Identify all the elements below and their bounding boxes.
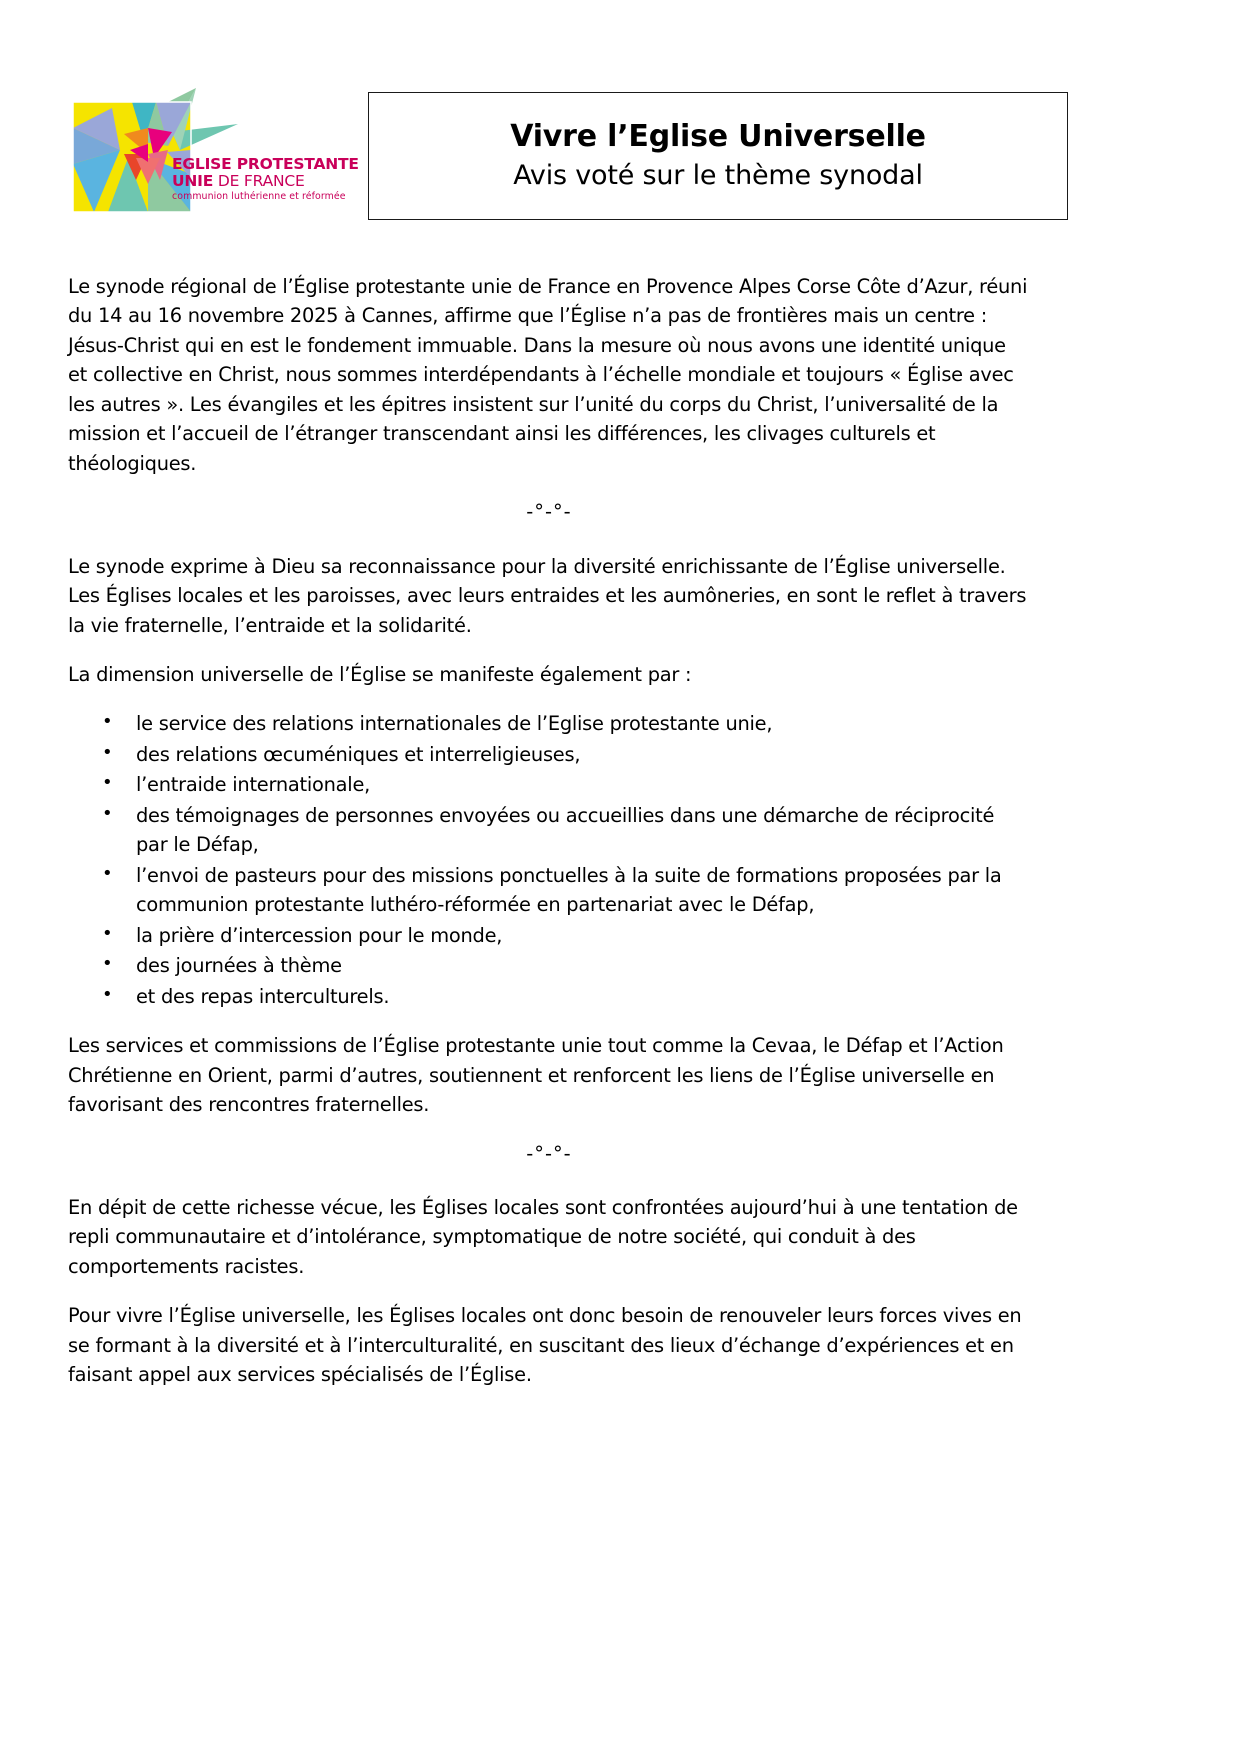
document-header: [0, 82, 1240, 232]
list-item-label: des témoignages de personnes envoyées ou accueillies dans une démarche de réciprocité par le Défap,: [136, 803, 995, 857]
list-item: [68, 709, 1030, 738]
logo-line-2: [172, 173, 357, 190]
list-item: [68, 982, 1030, 1011]
page-title: Vivre l’Eglise Universelle: [510, 118, 926, 154]
list-item-label: des journées à thème: [136, 954, 342, 978]
list-item: [68, 740, 1030, 769]
list-item: [68, 921, 1030, 950]
paragraph-2: Le synode exprime à Dieu sa reconnaissance pour la diversité enrichissante de l’Église universelle. Les Églises locales et les paroisses, avec leurs entraides et les aumôneries, en sont le reflet à travers la vie fraternelle, l’entraide et la solidarité.: [68, 554, 1027, 637]
logo-line-2-bold: UNIE: [172, 171, 214, 190]
manifestation-list: [68, 709, 1030, 1011]
bullet-icon: •: [102, 741, 113, 763]
logo-line-1: EGLISE PROTESTANTE: [172, 155, 359, 173]
paragraph-5: Pour vivre l’Église universelle, les Églises locales ont donc besoin de renouveler leurs forces vives en se formant à la diversité et à l’interculturalité, en suscitant des lieux d’échange d’expériences et en faisant appel aux services spécialisés de l’Église.: [68, 1304, 1022, 1387]
document-body: [68, 272, 1030, 1410]
list-item: [68, 770, 1030, 799]
list-item: [68, 861, 1030, 920]
bullet-icon: •: [102, 802, 113, 824]
bullet-icon: •: [102, 772, 113, 794]
paragraph-3: Les services et commissions de l’Église protestante unie tout comme la Cevaa, le Défap et l’Action Chrétienne en Orient, parmi d’autres, soutiennent et renforcent les liens de l’Église universelle en favorisant des rencontres fraternelles.: [68, 1034, 1004, 1117]
logo-block: [68, 88, 359, 228]
bullet-icon: •: [102, 862, 113, 884]
bullet-icon: •: [102, 922, 113, 944]
title-box: [368, 92, 1068, 220]
logo-line-2-light: DE FRANCE: [213, 171, 305, 190]
page-subtitle: Avis voté sur le thème synodal: [513, 160, 923, 192]
list-item-label: l’entraide internationale,: [136, 773, 371, 797]
bullet-icon: •: [102, 953, 113, 975]
list-item: [68, 801, 1030, 860]
section-separator-1: -°-°-: [526, 500, 572, 524]
bullet-icon: •: [102, 711, 113, 733]
bullet-icon: •: [102, 983, 113, 1005]
logo-tagline: communion luthérienne et réformée: [172, 191, 346, 203]
list-item: [68, 951, 1030, 980]
list-item-label: le service des relations internationales de l’Eglise protestante unie,: [136, 712, 773, 736]
list-item-label: et des repas interculturels.: [136, 984, 390, 1008]
list-lead-in: La dimension universelle de l’Église se manifeste également par :: [68, 663, 692, 686]
list-item-label: des relations œcuméniques et interreligieuses,: [136, 742, 581, 766]
list-item-label: l’envoi de pasteurs pour des missions ponctuelles à la suite de formations proposées par la communion protestante luthéro-réformée en partenariat avec le Défap,: [136, 863, 1002, 917]
list-item-label: la prière d’intercession pour le monde,: [136, 923, 503, 947]
logo-wordmark: [172, 156, 357, 202]
paragraph-1: Le synode régional de l’Église protestante unie de France en Provence Alpes Corse Côte d’Azur, réuni du 14 au 16 novembre 2025 à Cannes, affirme que l’Église n’a pas de frontières mais un centre : Jésus-Christ qui en est le fondement immuable. Dans la mesure où nous avons une identité unique et collective en Christ, nous sommes interdépendants à l’échelle mondiale et toujours « Église avec les autres ». Les évangiles et les épitres insistent sur l’unité du corps du Christ, l’universalité de la mission et l’accueil de l’étranger transcendant ainsi les différences, les clivages culturels et théologiques.: [68, 275, 1028, 475]
paragraph-4: En dépit de cette richesse vécue, les Églises locales sont confrontées aujourd’hui à une tentation de repli communautaire et d’intolérance, symptomatique de notre société, qui conduit à des comportements racistes.: [68, 1195, 1018, 1278]
section-separator-2: -°-°-: [526, 1141, 572, 1165]
